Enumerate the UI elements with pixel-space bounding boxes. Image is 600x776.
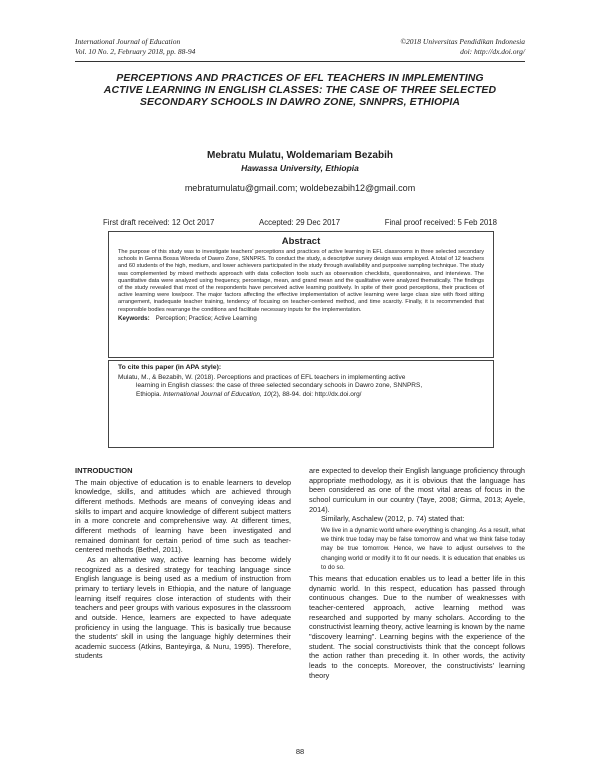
date-received: First draft received: 12 Oct 2017 — [103, 218, 215, 227]
keywords-list: Perception; Practice; Active Learning — [155, 314, 257, 322]
keywords — [118, 315, 484, 322]
authors: Mebratu Mulatu, Woldemariam Bezabih — [207, 150, 393, 161]
title-line: SECONDARY SCHOOLS IN DAWRO ZONE, SNNPRS, ETHIOPIA — [139, 96, 461, 108]
author-emails[interactable]: mebratumulatu@gmail.com; woldebezabih12@gmail.com — [184, 183, 416, 193]
left-column — [75, 466, 291, 661]
page-number: 88 — [295, 747, 305, 756]
date-accepted: Accepted: 29 Dec 2017 — [259, 218, 341, 227]
section-heading: INTRODUCTION — [75, 466, 133, 475]
title-line: PERCEPTIONS AND PRACTICES OF EFL TEACHERS IN IMPLEMENTING — [116, 72, 484, 84]
abstract-box — [108, 231, 494, 358]
citation-heading: To cite this paper (in APA style): — [118, 364, 222, 371]
paragraph: Similarly, Aschalew (2012, p. 74) stated that: — [321, 514, 465, 524]
block-quote: We live in a dynamic world where everything is changing. As a result, what we think true today may be false tomorrow and what we think false today may be true tomorrow. Hence, we have to adjust ourselves to the changing world or modify it to fit our needs. It is education that enables us to do so. — [321, 526, 525, 571]
abstract-heading: Abstract — [281, 236, 321, 247]
paragraph: This means that education enables us to lead a better life in this dynamic world. In this respect, education has passed through continuous changes. Due to the number of weaknesses with teacher-centered approach, active learning method was researched and supported by many scholars. According to the constructivist learning theory, active learning is known by the name "discovery learning". Learning begins with the experience of the student. The social constructivists think that the concept follows the action rather than preceding it. In other words, the activity leads to the concepts. Moreover, the constructivists' learning theory — [309, 573, 525, 680]
copyright: ©2018 Universitas Pendidikan Indonesia — [400, 37, 525, 46]
volume-info: Vol. 10 No. 2, February 2018, pp. 88-94 — [75, 47, 196, 56]
abstract-text: The purpose of this study was to investigate teachers' perceptions and practices of active learning in EFL classrooms in three selected secondary schools in Genna Bossa Woreda of Dawro Zone, SNNPRS. To conduct the study, a descriptive survey design was employed. A total of 12 teachers and 60 students of the high, medium, and lower achievers participated in the study through availability and purposive sampling technique. The study was complemented by mixed methods approach with data collection tools such as observation checklists, questionnaires, and interviews. The quantitative data were analyzed using frequency, percentage, mean, and grand mean and the qualitative were analyzed thematically. The findings of the study revealed that most of the respondents have perceived active learning positively. In spite of their good perceptions, their practices of active learning were low/poor. The major factors affecting the effective implementation of active learning were large class size with fixed sitting arrangement, inadequate teacher training, tendency of focusing on teacher-centered method, and time scarcity. Finally, it is recommended that responsible bodies rearrange the conditions and facilitate necessary inputs for the implementation. — [118, 249, 484, 313]
title-line: ACTIVE LEARNING IN ENGLISH CLASSES: THE CASE OF THREE SELECTED — [103, 84, 497, 96]
header-divider — [75, 61, 525, 62]
right-column — [309, 466, 525, 680]
paper-title — [75, 72, 525, 108]
citation-line: Mulatu, M., & Bezabih, W. (2018). Perceptions and practices of EFL teachers in implementing active — [118, 374, 406, 381]
paragraph: As an alternative way, active learning has become widely recognized as a desired strategy for teaching language since English language is being used as a medium of instruction from primary to tertiary levels in Ethiopia, and the nature of language learning itself requires close interaction of students with their teachers and peer groups with various exposures in the classroom and outside. Hence, learners are expected to have adequate proficiency in using the language. This is basically true because the students' skill in using the language highly determines their academic success (Atkins, Banteyirga, & Nuru, 1995). Therefore, students — [75, 554, 291, 661]
doi[interactable]: doi: http://dx.doi.org/ — [460, 47, 525, 56]
citation-journal: International Journal of Education, 10 — [163, 390, 271, 398]
citation-part: (2), 88-94. doi: http://dx.doi.org/ — [270, 390, 362, 398]
paragraph: are expected to develop their English language proficiency through appropriate methodology, as it is obvious that the language has been considered as one of the most vital areas of focus in the school curriculum in our country (Taye, 2008; Girma, 2013; Ayele, 2014). — [309, 466, 525, 514]
affiliation: Hawassa University, Ethiopia — [241, 163, 359, 173]
citation-line: learning in English classes: the case of three selected secondary schools in Dawro zone, SNNPRS, — [136, 382, 423, 390]
citation-part: Ethiopia. — [136, 390, 164, 398]
journal-name: International Journal of Education — [75, 37, 181, 46]
citation-line — [118, 391, 484, 399]
submission-dates — [103, 218, 497, 227]
date-final: Final proof received: 5 Feb 2018 — [384, 218, 497, 227]
keywords-label: Keywords: — [118, 314, 150, 322]
citation-box — [108, 360, 494, 448]
citation-text — [118, 374, 484, 399]
paragraph: The main objective of education is to enable learners to develop knowledge, skills, and attitudes which are achieved through different methods. Methods are means of conveying ideas and skills to impart and acquire knowledge of different subject matters in a more concrete and comprehensive way. At different times, different methods of learning have been investigated and remained dominant for certain period of time such as teacher-centered methods (Bethel, 2011). — [75, 477, 291, 555]
